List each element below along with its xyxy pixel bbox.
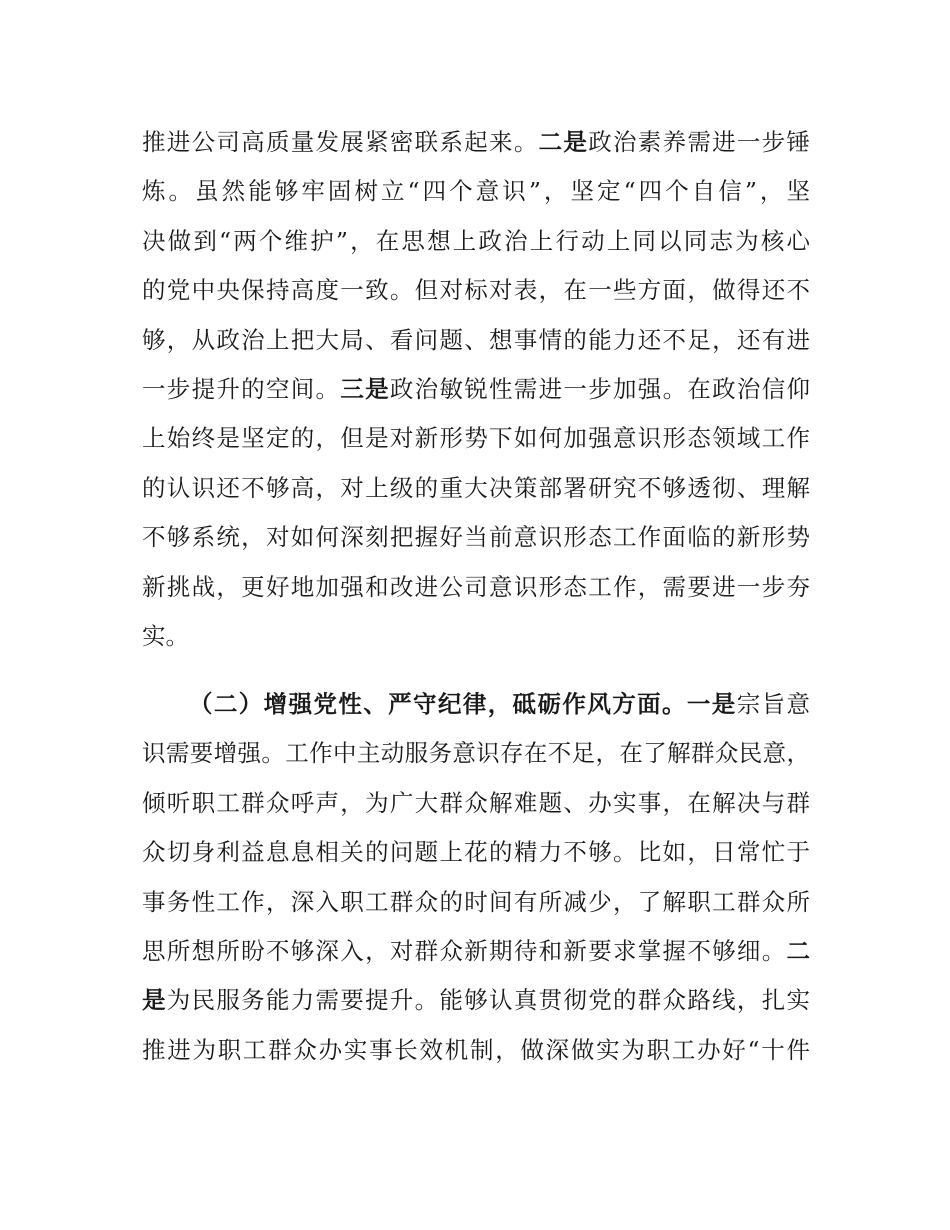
text-run: 推进公司高质量发展紧密联系起来。 xyxy=(142,128,539,156)
text-line: 的党中央保持高度一致。但对标对表，在一些方面，做得还不 xyxy=(142,276,810,305)
text-line: 不够系统，对如何深刻把握好当前意识形态工作面临的新形势 xyxy=(142,523,810,552)
text-line xyxy=(142,927,810,976)
text-run: 为民服务能力需要提升。能够认真贯彻党的群众路线，扎实 xyxy=(166,986,811,1015)
text-line: 倾听职工群众呼声，为广大群众解难题、办实事，在解决与群 xyxy=(142,788,810,817)
text-run: 政治敏锐性需进一步加强。在政治信仰 xyxy=(389,374,811,403)
text-run: 思所想所盼不够深入，对群众新期待和新要求掌握不够细。 xyxy=(142,936,787,965)
text-line: 新挑战，更好地加强和改进公司意识形态工作，需要进一步夯 xyxy=(142,572,810,601)
text-line: 推进为职工群众办实事长效机制，做深做实为职工办好“十件 xyxy=(142,1035,810,1064)
text-line xyxy=(142,976,810,1025)
paragraph-party-spirit xyxy=(142,680,810,1075)
text-run: 政治素养需进一步锤 xyxy=(588,128,811,156)
text-line xyxy=(142,680,810,729)
paragraph-political-quality xyxy=(142,118,810,661)
text-line xyxy=(142,365,810,414)
text-line: 识需要增强。工作中主动服务意识存在不足，在了解群众民意， xyxy=(142,739,810,768)
text-line: 够，从政治上把大局、看问题、想事情的能力还不足，还有进 xyxy=(142,325,810,354)
text-line: 事务性工作，深入职工群众的时间有所减少，了解职工群众所 xyxy=(142,887,810,916)
text-run: 宗旨意 xyxy=(736,690,811,718)
text-line: 实。 xyxy=(142,621,189,650)
text-line: 众切身利益息息相关的问题上花的精力不够。比如，日常忙于 xyxy=(142,838,810,867)
bold-marker: 二 xyxy=(786,936,810,965)
text-run: 一步提升的空间。 xyxy=(142,374,341,403)
bold-marker: 三是 xyxy=(340,374,390,403)
text-line: 炼。虽然能够牢固树立“四个意识”，坚定“四个自信”，坚 xyxy=(142,177,810,206)
text-line: 上始终是坚定的，但是对新形势下如何加强意识形态领域工作 xyxy=(142,424,810,453)
bold-marker: 二是 xyxy=(538,128,589,156)
section-heading: （二）增强党性、严守纪律，砥砺作风方面。一是 xyxy=(189,690,737,718)
bold-marker: 是 xyxy=(142,986,167,1015)
text-line: 决做到“两个维护”，在思想上政治上行动上同以同志为核心 xyxy=(142,226,810,255)
text-line: 的认识还不够高，对上级的重大决策部署研究不够透彻、理解 xyxy=(142,473,810,502)
text-line xyxy=(142,118,810,167)
